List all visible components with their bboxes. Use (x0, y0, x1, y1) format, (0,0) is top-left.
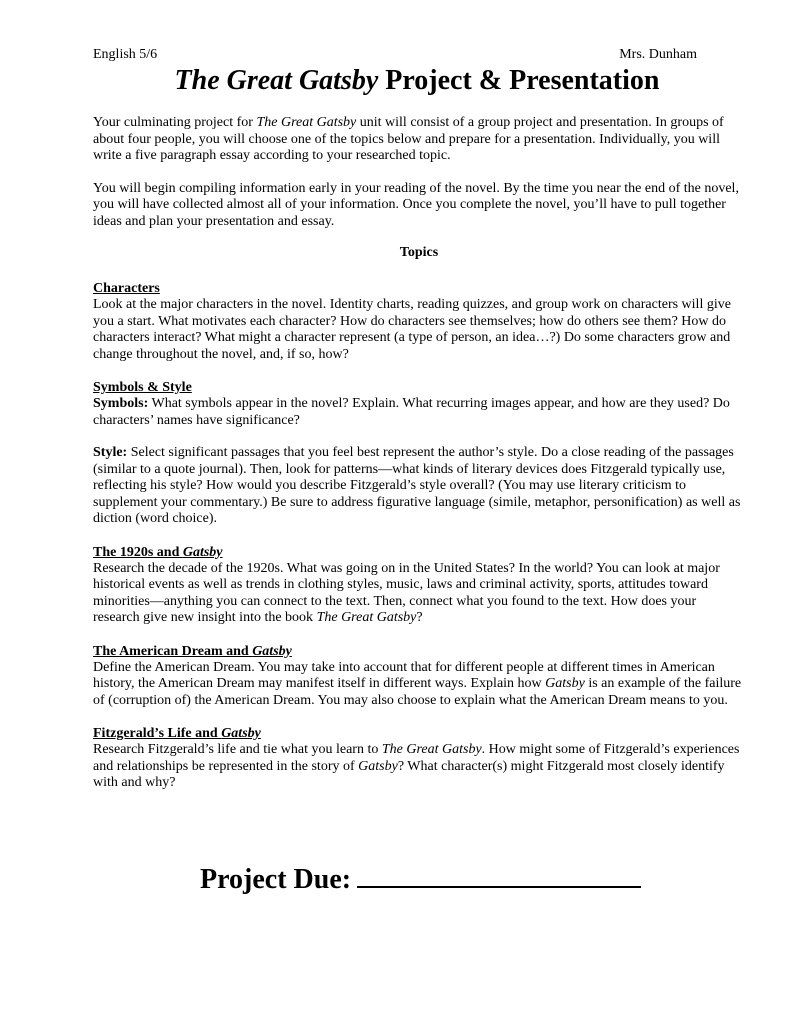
symbols-label: Symbols: (93, 396, 149, 411)
due-date-blank-line (357, 862, 641, 888)
heading-book-title: Gatsby (252, 643, 292, 659)
section-body (93, 561, 745, 627)
title-book-name: The Great Gatsby (174, 65, 379, 96)
style-body: Select significant passages that you feel best represent the author’s style. Do a close reading of the passages (similar to a quote journal). Then, look for patterns—what kinds of literary devices does Fitzgerald typically use, reflecting his style? How would you describe Fitzgerald’s style overall? (You may use literary criticism to supplement your commentary.) Be sure to address figurative language (simile, metaphor, personification) as well as diction (word choice). (93, 445, 741, 526)
intro-paragraph-1 (93, 115, 745, 165)
section-body (93, 660, 745, 710)
intro-text: unit will consist of a group project and presentation. In groups of about four people, you will choose one of the topics below and prepare for a presentation. Individually, you will write a five paragraph essay according to your researched topic. (93, 115, 724, 163)
document-page (93, 46, 745, 792)
symbols-paragraph (93, 396, 745, 429)
teacher-label: Mrs. Dunham (619, 47, 697, 62)
body-text: is an example of the failure of (corruption of) the American Dream. You may also choose to explain what the American Dream means to you. (93, 676, 742, 708)
style-label: Style: (93, 445, 128, 460)
section-body (93, 742, 745, 792)
section-symbols-style (93, 379, 745, 528)
page-title (93, 65, 745, 97)
body-text: ? (416, 610, 423, 625)
intro-paragraph-2: You will begin compiling information early in your reading of the novel. By the time you near the end of the novel, you will have collected almost all of your information. Once you complete the novel, you’ll have to pull together ideas and plan your presentation and essay. (93, 180, 739, 229)
body-book-title: Gatsby (545, 676, 585, 691)
heading-text: The American Dream and (93, 643, 253, 659)
symbols-body: What symbols appear in the novel? Explain. What recurring images appear, and how are they used? Do characters’ names have significance? (93, 396, 730, 428)
body-text: . How might some of Fitzgerald’s experiences and relationships be represented in the story of (93, 742, 740, 774)
course-label: English 5/6 (93, 47, 158, 62)
body-text: ? What character(s) might Fitzgerald most closely identify with and why? (93, 758, 725, 790)
body-text: Research Fitzgerald’s life and tie what you learn to (93, 742, 382, 757)
section-heading (93, 725, 745, 742)
heading-text: Fitzgerald’s Life and (93, 726, 222, 741)
section-american-dream (93, 643, 745, 710)
body-text: Research the decade of the 1920s. What was going on in the United States? In the world? You can look at major historical events as well as trends in clothing styles, music, laws and criminal activity, sports, attitudes toward minorities—anything you can connect to the text. Then, connect what you found to the text. How does your research give new insight into the book (93, 560, 720, 625)
project-due (200, 862, 641, 897)
body-book-title: Gatsby (358, 758, 398, 774)
section-heading (93, 643, 745, 660)
topics-heading: Topics (399, 245, 439, 260)
style-paragraph (93, 445, 745, 528)
section-body: Look at the major characters in the novel. Identity charts, reading quizzes, and group work on characters will give you a start. What motivates each character? How do characters see themselves; how do others see them? How do characters interact? What might a character represent (a type of person, an idea…?) Do some characters grow and change throughout the novel, and, if so, how? (93, 297, 731, 362)
body-book-title: The Great Gatsby (316, 610, 417, 625)
section-characters (93, 280, 745, 363)
section-fitzgerald-life (93, 725, 745, 792)
section-heading (93, 544, 745, 561)
body-book-title: The Great Gatsby (381, 742, 482, 757)
body-text: Define the American Dream. You may take into account that for different people at different times in American history, the American Dream may manifest itself in different ways. Explain how (93, 659, 715, 691)
section-heading: Symbols & Style (93, 380, 192, 395)
heading-book-title: Gatsby (182, 544, 223, 560)
title-rest: Project & Presentation (378, 65, 660, 96)
project-due-label: Project Due: (200, 864, 352, 895)
heading-book-title: Gatsby (221, 726, 261, 741)
header (93, 46, 745, 64)
intro-book-title: The Great Gatsby (256, 115, 357, 130)
heading-text: The 1920s and (93, 544, 183, 560)
intro-text: Your culminating project for (93, 115, 257, 130)
section-1920s (93, 544, 745, 627)
section-heading: Characters (93, 281, 160, 296)
